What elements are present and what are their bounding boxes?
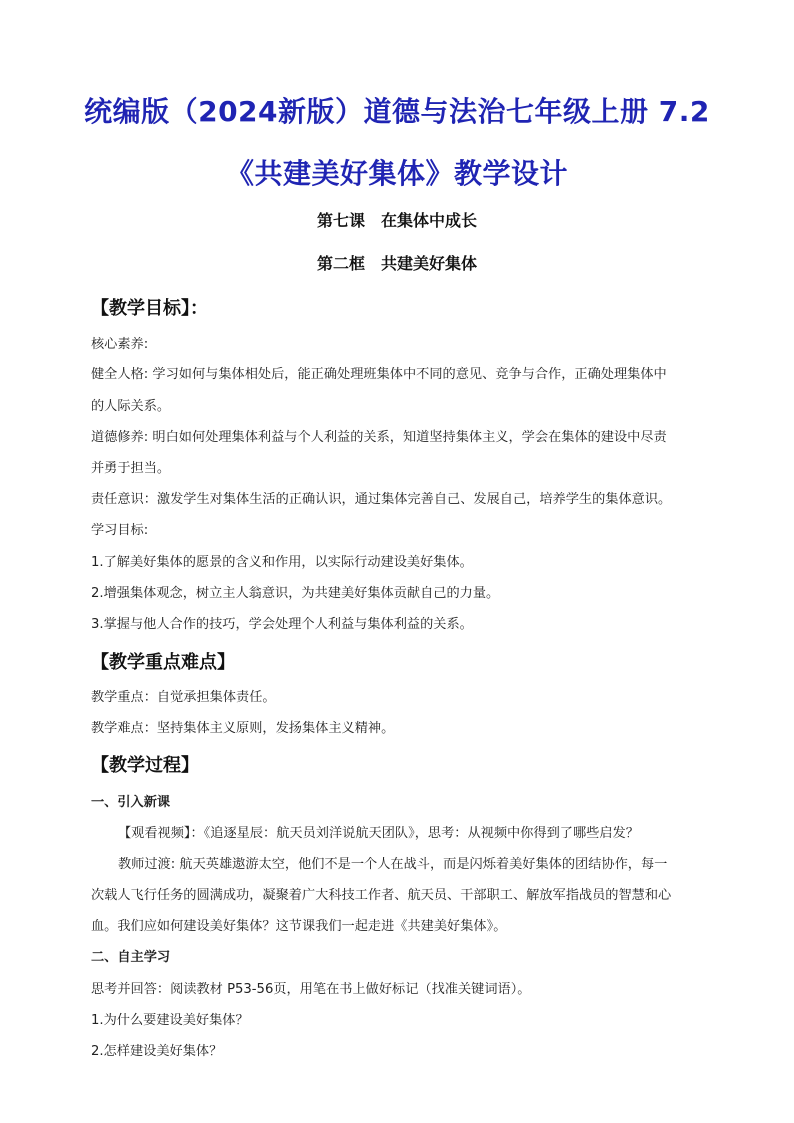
transition-line: 血。我们应如何建设美好集体？这节课我们一起走进《共建美好集体》。 — [91, 919, 507, 934]
lesson-section: 第二框 共建美好集体 — [316, 254, 477, 273]
self-study-task: 思考并回答：阅读教材 P53-56页，用笔在书上做好标记（找准关键词语）。 — [91, 982, 531, 997]
core-literacy-label: 核心素养: — [91, 337, 149, 352]
learning-goal-item: 1.了解美好集体的愿景的含义和作用，以实际行动建设美好集体。 — [91, 555, 473, 570]
core-literacy-line: 道德修养: 明白如何处理集体利益与个人利益的关系，知道坚持集体主义，学会在集体的建设中尽责 — [91, 430, 667, 445]
learning-goal-item: 3.掌握与他人合作的技巧，学会处理个人利益与集体利益的关系。 — [91, 617, 473, 632]
core-literacy-line: 并勇于担当。 — [91, 461, 171, 476]
document-title-line1: 统编版（2024新版）道德与法治七年级上册 7.2 — [84, 95, 710, 128]
core-literacy-line: 的人际关系。 — [91, 399, 171, 414]
core-literacy-line: 责任意识：激发学生对集体生活的正确认识，通过集体完善自己、发展自己，培养学生的集体意识。 — [91, 492, 672, 507]
objectives-heading: 【教学目标】： — [91, 298, 208, 319]
transition-line: 次载人飞行任务的圆满成功，凝聚着广大科技工作者、航天员、干部职工、解放军指战员的智慧和心 — [91, 888, 672, 903]
document-title-line2: 《共建美好集体》教学设计 — [225, 157, 568, 190]
learning-goal-item: 2.增强集体观念，树立主人翁意识，为共建美好集体贡献自己的力量。 — [91, 586, 500, 601]
part1-title: 一、引入新课 — [91, 795, 171, 810]
transition-line: 教师过渡: 航天英雄遨游太空，他们不是一个人在战斗，而是闪烁着美好集体的团结协作，每一 — [118, 857, 668, 872]
study-question: 1.为什么要建设美好集体？ — [91, 1013, 249, 1028]
part2-title: 二、自主学习 — [91, 950, 171, 965]
learning-goals-label: 学习目标: — [91, 523, 149, 538]
study-question: 2.怎样建设美好集体？ — [91, 1044, 223, 1059]
teaching-difficulty: 教学难点：坚持集体主义原则，发扬集体主义精神。 — [91, 721, 395, 736]
lesson-unit: 第七课 在集体中成长 — [316, 211, 477, 230]
process-heading: 【教学过程】 — [91, 755, 199, 776]
core-literacy-line: 健全人格: 学习如何与集体相处后，能正确处理班集体中不同的意见、竞争与合作，正确处理集体中 — [91, 367, 667, 382]
teaching-focus: 教学重点：自觉承担集体责任。 — [91, 690, 276, 705]
key-points-heading: 【教学重点难点】 — [91, 652, 235, 673]
video-activity: 【观看视频】：《追逐星辰：航天员刘洋说航天团队》，思考：从视频中你得到了哪些启发？ — [118, 826, 639, 841]
